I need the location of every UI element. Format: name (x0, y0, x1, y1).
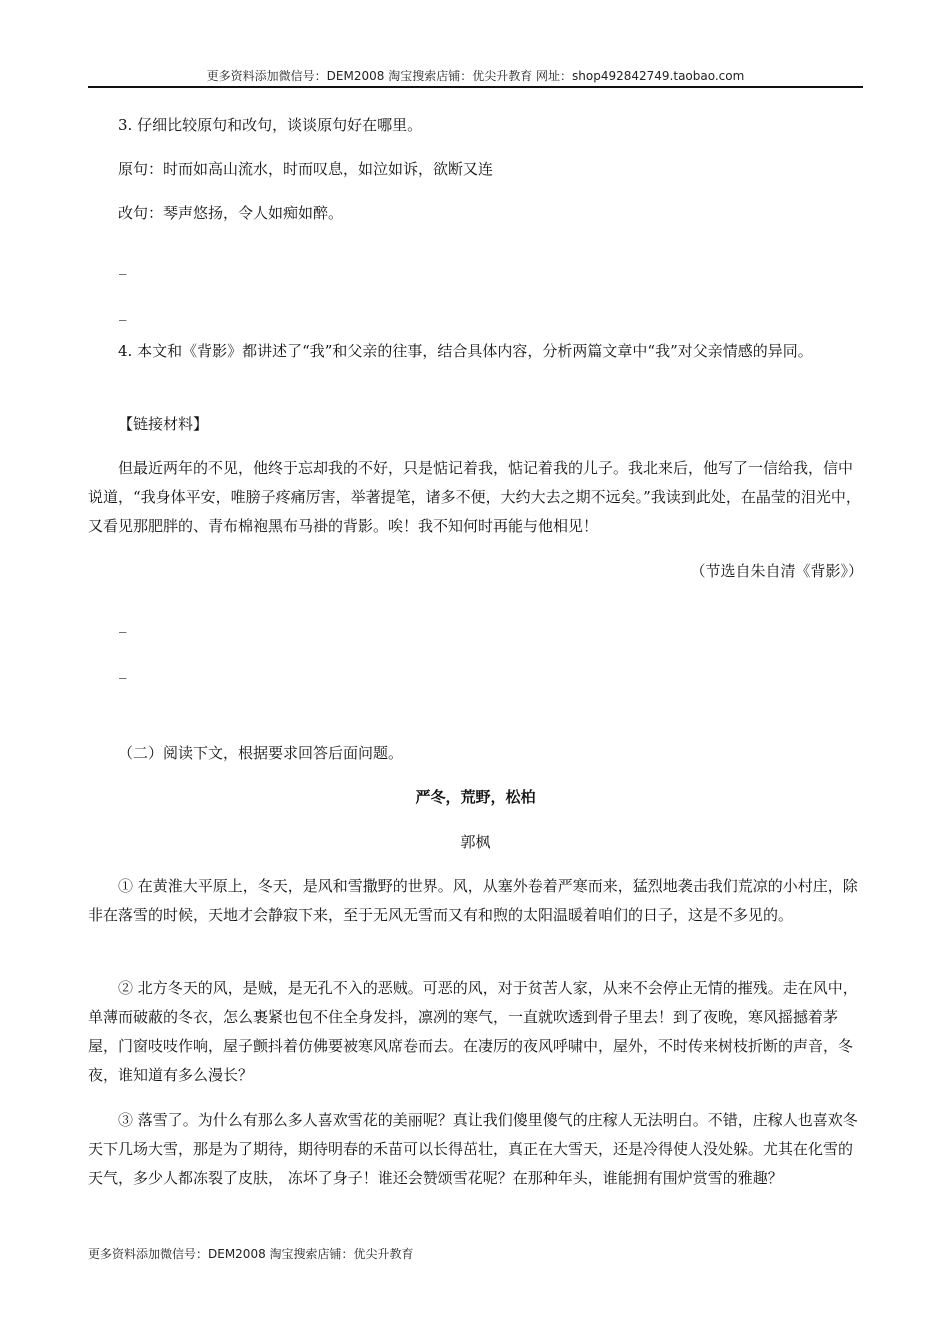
q4-answer-blank-1: _ (119, 615, 127, 633)
page-footer: 更多资料添加微信号：DEM2008 淘宝搜索店铺：优尖升教育 (88, 1247, 414, 1261)
q4-link-title: 【链接材料】 (118, 415, 209, 433)
q4-source: （节选自朱自清《背影》） (690, 562, 863, 580)
q4-prompt: 4. 本文和《背影》都讲述了“我”和父亲的往事，结合具体内容，分析两篇文章中“我”对父亲情感的异同。 (118, 342, 813, 360)
article-title: 严冬，荒野，松柏 (415, 788, 536, 806)
q3-original-sentence: 原句：时而如高山流水，时而叹息，如泣如诉，欲断又连 (118, 160, 494, 178)
q4-answer-blank-2: _ (119, 661, 127, 679)
article-author: 郭枫 (460, 833, 491, 851)
header-divider (88, 86, 863, 88)
page-header: 更多资料添加微信号：DEM2008 淘宝搜索店铺：优尖升教育 网址：shop492842749.taobao.com (206, 69, 745, 83)
section2-intro: （二）阅读下文，根据要求回答后面问题。 (118, 744, 404, 762)
article-paragraph-3: ③ 落雪了。为什么有那么多人喜欢雪花的美丽呢？真让我们傻里傻气的庄稼人无法明白。不错，庄稼人也喜欢冬天下几场大雪，那是为了期待，期待明春的禾苗可以长得茁壮，真正在大雪天，还是冷得使人没处躲。尤其在化雪的天气，多少人都冻裂了皮肤， 冻坏了身子！谁还会赞颂雪花呢？在那种年头，谁能拥有围炉赏雪的雅趣？ (88, 1111, 858, 1187)
article-paragraph-2: ② 北方冬天的风，是贼，是无孔不入的恶贼。可恶的风，对于贫苦人家，从来不会停止无情的摧残。走在风中，单薄而破蔽的冬衣，怎么裹紧也包不住全身发抖，凛冽的寒气，一直就吹透到骨子里去！到了夜晚，寒风摇撼着茅屋，门窗吱吱作响，屋子颤抖着仿佛要被寒风席卷而去。在凄厉的夜风呼啸中，屋外，不时传来树枝折断的声音，冬夜，谁知道有多么漫长？ (88, 979, 858, 1084)
article-paragraph-1: ① 在黄淮大平原上，冬天，是风和雪撒野的世界。风，从塞外卷着严寒而来，猛烈地袭击我们荒凉的小村庄，除非在落雪的时候，天地才会静寂下来，至于无风无雪而又有和煦的太阳温暖着咱们的日子，这是不多见的。 (88, 877, 858, 924)
q3-prompt: 3. 仔细比较原句和改句，谈谈原句好在哪里。 (118, 116, 423, 134)
q3-answer-blank-1: _ (119, 257, 127, 275)
q4-link-text: 但最近两年的不见，他终于忘却我的不好，只是惦记着我，惦记着我的儿子。我北来后，他写了一信给我，信中说道，“我身体平安，唯膀子疼痛厉害，举著提笔，诸多不便，大约大去之期不远矣。”我读到此处，在晶莹的泪光中，又看见那肥胖的、青布棉袍黑布马褂的背影。唉！我不知何时再能与他相见！ (88, 459, 861, 535)
q3-revised-sentence: 改句：琴声悠扬，令人如痴如醉。 (118, 204, 344, 222)
q3-answer-blank-2: _ (119, 303, 127, 321)
